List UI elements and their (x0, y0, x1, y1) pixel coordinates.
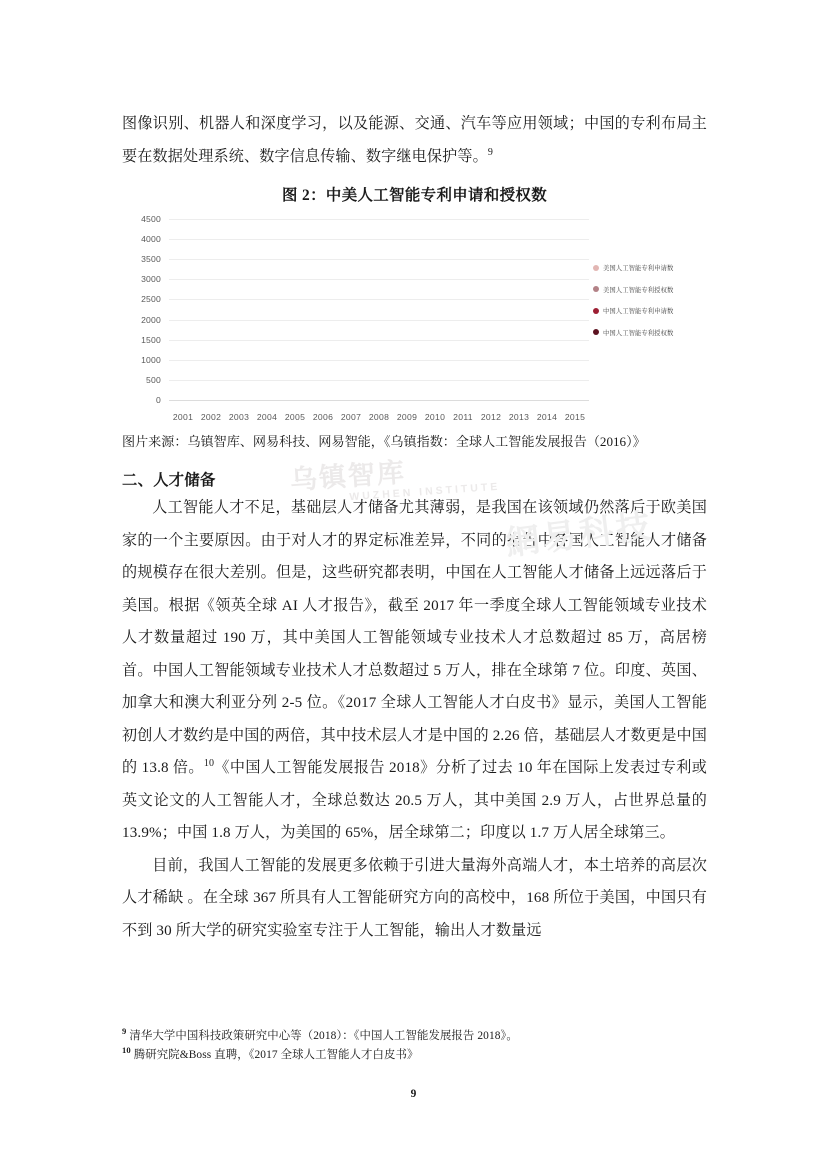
legend-label: 美国人工智能专利申请数 (603, 265, 674, 272)
chart-x-axis (169, 412, 589, 422)
x-axis-tick: 2009 (396, 412, 418, 422)
footnote-number: 10 (122, 1044, 131, 1055)
footnote-ref-9: 9 (487, 146, 494, 158)
footnote-number: 9 (122, 1026, 127, 1037)
footnote-text: 清华大学中国科技政策研究中心等（2018）：《中国人工智能发展报告 2018》。 (129, 1030, 518, 1042)
bar-group (337, 219, 365, 400)
y-axis-tick: 4000 (141, 234, 161, 245)
bar-group (449, 219, 477, 400)
y-axis-tick: 3500 (141, 254, 161, 265)
footnote-ref-10: 10 (203, 757, 215, 769)
figure-title: 图 2：中美人工智能专利申请和授权数 (282, 187, 547, 204)
legend-item (593, 263, 705, 272)
x-axis-tick: 2007 (340, 412, 362, 422)
y-axis-tick: 1000 (141, 354, 161, 365)
y-axis-tick: 2500 (141, 294, 161, 305)
legend-swatch-icon (593, 265, 599, 271)
gridline (169, 400, 589, 401)
legend-item (593, 285, 705, 294)
footnotes-block (122, 1027, 707, 1064)
x-axis-tick: 2012 (480, 412, 502, 422)
figure-source: 图片来源：乌镇智库、网易科技、网易智能，《乌镇指数：全球人工智能发展报告（2016）》 (122, 434, 646, 449)
footnote (122, 1046, 707, 1065)
x-axis-tick: 2005 (284, 412, 306, 422)
bar-group (533, 219, 561, 400)
bar-group (169, 219, 197, 400)
x-axis-tick: 2004 (256, 412, 278, 422)
bar-group (197, 219, 225, 400)
x-axis-tick: 2002 (200, 412, 222, 422)
watermark-wuzhen-text: 乌镇智库 (289, 457, 407, 496)
x-axis-tick: 2013 (508, 412, 530, 422)
legend-swatch-icon (593, 329, 599, 335)
page-content (122, 108, 707, 947)
chart-legend (593, 263, 705, 349)
x-axis-tick: 2011 (453, 412, 473, 422)
y-axis-tick: 1500 (141, 334, 161, 345)
legend-item (593, 328, 705, 337)
x-axis-tick: 2003 (228, 412, 250, 422)
legend-item (593, 306, 705, 315)
x-axis-tick: 2015 (564, 412, 586, 422)
x-axis-tick: 2006 (312, 412, 334, 422)
legend-swatch-icon (593, 286, 599, 292)
x-axis-tick: 2010 (424, 412, 446, 422)
bar-group (253, 219, 281, 400)
body-paragraph-2: 目前，我国人工智能的发展更多依赖于引进大量海外高端人才，本土培养的高层次人才稀缺 。在全球 367 所具有人工智能研究方向的高校中，168 所位于美国，中国只有不到 30 所大学的研究实验室专注于人工智能，输出人才数量远 (122, 857, 707, 939)
intro-paragraph (122, 108, 707, 173)
footnote-text: 腾研究院&Boss 直聘，《2017 全球人工智能人才白皮书》 (133, 1048, 419, 1061)
bar-group (421, 219, 449, 400)
legend-label: 中国人工智能专利申请数 (603, 308, 674, 315)
body-paragraph-1 (122, 492, 707, 850)
watermark-wuzhen-sub: WUZHEN INSTITUTE (348, 480, 501, 504)
legend-swatch-icon (593, 308, 599, 314)
chart-plot-area (169, 219, 589, 400)
page-number: 9 (410, 1088, 417, 1100)
legend-label: 美国人工智能专利授权数 (603, 286, 674, 294)
chart-y-axis (122, 214, 165, 405)
bar-group (225, 219, 253, 400)
bar-group (281, 219, 309, 400)
bar-group (365, 219, 393, 400)
section-heading: 二、人才储备 (122, 472, 216, 489)
x-axis-tick: 2014 (536, 412, 558, 422)
x-axis-tick: 2008 (368, 412, 390, 422)
y-axis-tick: 2000 (141, 314, 161, 325)
bar-group (309, 219, 337, 400)
y-axis-tick: 4500 (141, 214, 161, 224)
bar-group (477, 219, 505, 400)
watermark-netease: 網易科技 (503, 508, 656, 563)
legend-label: 中国人工智能专利授权数 (603, 329, 674, 337)
y-axis-tick: 3000 (141, 274, 161, 285)
footnote (122, 1027, 707, 1046)
bar-group (393, 219, 421, 400)
intro-text: 图像识别、机器人和深度学习，以及能源、交通、汽车等应用领域；中国的专利布局主要在数据处理系统、数字信息传输、数字继电保护等。 (122, 116, 707, 165)
body-paragraph-1-tail: 《中国人工智能发展报告 2018》分析了过去 10 年在国际上发表过专利或英文论文的人工智能人才，全球总数达 20.5 万人，其中美国 2.9 万人，占世界总量的 13.9%；中国 1.8 万人，为美国的 65%，居全球第二；印度以 1.7 万人居全球第三。 (122, 760, 708, 841)
y-axis-tick: 500 (146, 374, 161, 385)
y-axis-tick: 0 (156, 395, 161, 405)
body-paragraph-1-text: 人工智能人才不足，基础层人才储备尤其薄弱，是我国在该领域仍然落后于欧美国家的一个主要原因。由于对人才的界定标准差异，不同的报告中各国人工智能人才储备的规模存在很大差别。但是，这些研究都表明，中国在人工智能人才储备上远远落后于美国。根据《领英全球 AI 人才报告》，截至 2017 年一季度全球人工智能领域专业技术人才数量超过 190 万，其中美国人工智能领域专业技术人才总数超过 85 万，高居榜首。中国人工智能领域专业技术人才总数超过 5 万人，排在全球第 7 位。印度、英国、加拿大和澳大利亚分列 2-5 位。《2017 全球人工智能人才白皮书》显示，美国人工智能初创人才数约是中国的两倍，其中技术层人才是中国的 2.26 倍，基础层人才数更是中国的 13.8 倍。 (122, 500, 707, 776)
chart-bars (169, 219, 589, 400)
bar-group (505, 219, 533, 400)
x-axis-tick: 2001 (172, 412, 194, 422)
bar-group (561, 219, 589, 400)
